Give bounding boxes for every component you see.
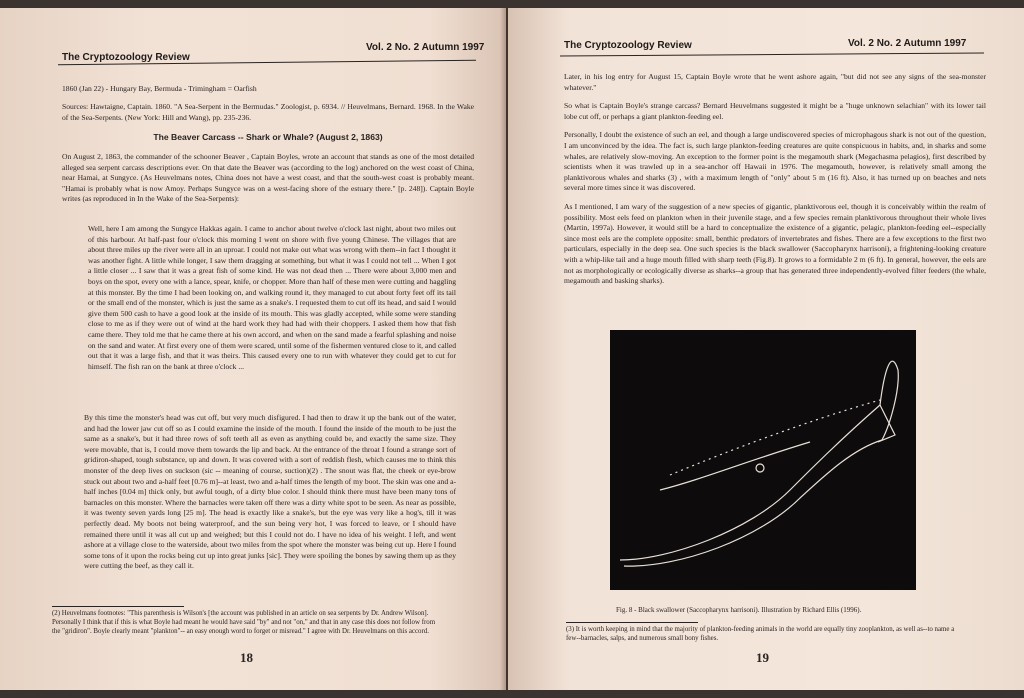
paragraph: Later, in his log entry for August 15, Captain Boyle wrote that he went ashore again, "but did not see any signs of the sea-monster whatever." — [564, 72, 986, 92]
journal-title: The Cryptozoology Review — [564, 40, 692, 51]
sources: Sources: Hawtaigne, Captain. 1860. "A Sea-Serpent in the Bermudas." Zoologist, p. 6934. // Heuvelmans, Bernard. 1968. In the Wake of the Sea-Serpents. (New York: Hill and Wang), pp. 235-236. — [62, 102, 474, 122]
quote-paragraph-2: By this time the monster's head was cut off, but very much disfigured. I had then to draw it up the bank out of the water, and had the lower jaw cut off so as I could examine the inside of the mouth. I found the inside of the mouth to be just the same as a snake's, but it had three rows of soft teeth all as even as anything could be, and exactly the same size. They were movable, that is, I could move them towards the lip and back. At the entrance of the throat I found a strange sort of gridiron-shaped, tough substance, up and down. It was covered with a sort of reddish flesh, which causes me to think this monster of the deep lives on suckson (sic -- meaning of course, suction)(2) . The snout was flat, the cheek or eye-brow stuck out about two and a-half feet [0.76 m]--at least, two and a-half times the length of my boot. The skin was one and a-half inches [0.04 m] thick only, but awful tough, of a dirty blue color. I should think there must have been many tons of barnacles on this monster. Where the barnacles were taken off there was a dirty white spot to be seen. As near as possible, it was twenty seven yards long [25 m]. The head is exactly like a snake's, but the eye was very like a hog's, till it was perfectly dead. My boots not being waterproof, and the sun being very hot, I was forced to leave, or I should have remained there until it was all cut up and weighed; but this I could not do. I have no idea of his weight. I left, and went ashore at a village close to the waterside, about two miles from the spot where the monster was being cut up. Here I found some tons of it upon the rocks being cut up into great junks [sic]. They were spoiling the bones by sawing them up as they were cutting the beef, as they call it. — [84, 413, 456, 571]
footnote-rule — [52, 606, 184, 607]
page-number: 19 — [756, 650, 769, 665]
page-number: 18 — [240, 650, 253, 665]
quote-paragraph-1: Well, here I am among the Sungyce Hakkas again. I came to anchor about twelve o'clock last night, about two miles out of this harbour. At half-past four o'clock this morning I went on shore with five young Chinese. The villages that are about three miles up the river were all in an uproar. I could not make out what was wrong with them--in fact I thought it was another fight. A little while longer, I saw them dragging at something, but what it was I could not tell ... When I got a little closer ... I saw that it was a great fish of some kind. He was not dead then ... There were about 3,000 men and boys on the spot, every one with a lance, spear, knife, or chopper. More than half of these men were cutting and haggling at this monster. By the time I had been looking on, and walking round it, they managed to cut about forty feet off its tail or the small end of the monster, which is just the same as a snake's. I requested them to cut off its head, and said I would give them 500 cash to have a good look at the inside of its mouth. This was gladly accepted, while some were standing close to me as if they were out of wind at the hard work they had had with their choppers. I asked them how that fish came there. They told me that he came there at his own accord, and when on the sand made a fearful splashing and noise on the sand and water. At first every one of them were scared, until some of the fishermen ventured close to it, and called out that it was a large fish, and that it was theirs. This caused every one to run with whatever they could get to cut for himself. The fish ran on the bank at three o'clock ... — [88, 224, 456, 371]
left-page — [0, 8, 506, 690]
section-title: The Beaver Carcass -- Shark or Whale? (August 2, 1863) — [153, 132, 383, 142]
paragraph: As I mentioned, I am wary of the suggestion of a new species of gigantic, planktivorous eel, though it is conceivably within the realm of possibility. Most eels feed on plankton when in their juvenile stage, and a few species remain planktivorous throughout their whole lives (Martin, 1997a). However, it would still be a hard to conceptualize the existence of a gigantic, pelagic, plankton-feeding eel--especially since most eels are the complete opposite: small, benthic predators of invertebrates and fishes. There are a few exceptions to the first two particulars, especially in the deep sea. One such species is the black swallower (Saccopharynx harrisoni), a frightening-looking creature with a whip-like tail and a huge mouth filled with sharp teeth (Fig.8). It grows to a formidable 2 m (6 ft). In general, however, the eels are not as morphologically or ecologically diverse as sharks--a group that has generated three independently-evolved filter feeders (the whale, megamouth and basking sharks). — [564, 201, 986, 286]
header-rule — [560, 53, 984, 57]
issue-label: Vol. 2 No. 2 Autumn 1997 — [848, 38, 967, 49]
black-swallower-illustration — [610, 330, 916, 590]
figure-caption: Fig. 8 - Black swallower (Saccopharynx harrisoni). Illustration by Richard Ellis (1996). — [616, 606, 862, 614]
article-body — [564, 72, 986, 295]
intro-paragraph: On August 2, 1863, the commander of the schooner Beaver , Captain Boyles, wrote an account that stands as one of the most detailed alleged sea serpent carcass descriptions ever. On that date the Beaver was (according to the log) anchored on the west coast of China, near Hamai, at Sungyce. (As Heuvelmans notes, China does not have a west coast, and that the south-west coast is probably meant. "Hamai is probably what is now Amoy. Perhaps Sungyce was on a west-facing shore of the estuary there." [p. 248]). Captain Boyle writes (as reproduced in In the Wake of the Sea-Serpents): — [62, 152, 474, 204]
entry-line: 1860 (Jan 22) - Hungary Bay, Bermuda - Trimingham = Oarfish — [62, 84, 257, 93]
footnote-rule — [566, 622, 698, 623]
paragraph: So what is Captain Boyle's strange carcass? Bernard Heuvelmans suggested it might be a "huge unknown selachian" with its lower tail lobe cut off, or perhaps a giant plankton-feeding eel. — [564, 101, 986, 121]
issue-label: Vol. 2 No. 2 Autumn 1997 — [366, 42, 485, 53]
eel-drawing — [610, 330, 916, 590]
footnote-3: (3) It is worth keeping in mind that the majority of plankton-feeding animals in the world are equally tiny zooplankton, as well as--to name a few--barnacles, salps, and numerous small bony fishes. — [566, 626, 955, 642]
paragraph: Personally, I doubt the existence of such an eel, and though a large undiscovered species of microphagous shark is not out of the question, I am unconvinced by the idea. The fact is, such large plankton-feeding creatures are quite conspicuous in habits, and, in sharks and some whales, are relatively slow-moving. An exception to the former point is the megamouth shark (Megachasma pelagios), first described by scientists when it was trawled up in a sea-anchor off Hawaii in 1976. The megamouth, however, is relatively small among the planktivorous whales and sharks (3) , with a maximum length of "only" about 5 m (16 ft). Also, it has turned up on beaches and nets several more times since it was discovered. — [564, 130, 986, 193]
journal-title: The Cryptozoology Review — [62, 52, 190, 63]
footnote-2: (2) Heuvelmans footnotes: "This parenthesis is Wilson's [the account was published in an article on sea serpents by Dr. Andrew Wilson]. Personally I think that if this is what Boyle had meant he would have said "by" and not "on," and that in any case this does not follow from the "gridiron". Boyle clearly meant "plankton"-- an easy enough word to forget or misread." I agree with Dr. Heuvelmans on this accord. — [52, 610, 436, 635]
